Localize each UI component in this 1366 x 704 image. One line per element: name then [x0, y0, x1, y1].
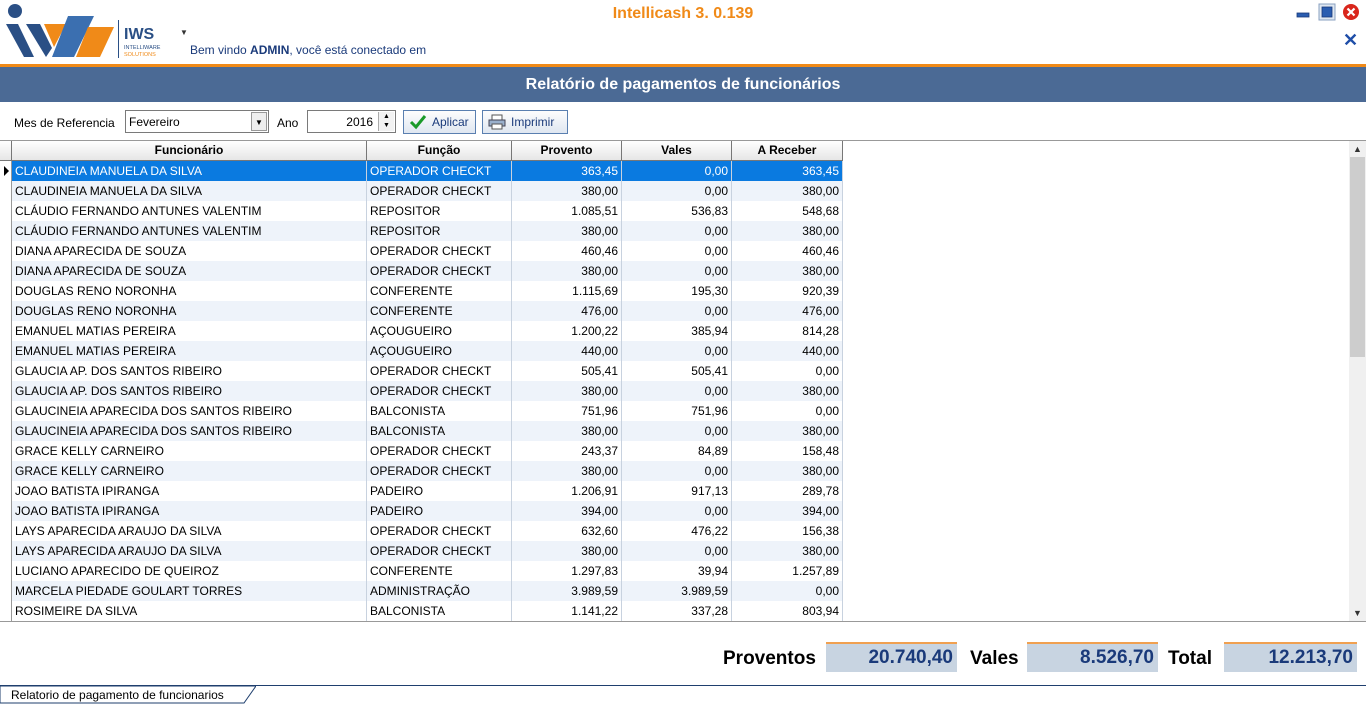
row-indicator[interactable]	[0, 281, 12, 301]
row-indicator[interactable]	[0, 241, 12, 261]
year-value: 2016	[346, 115, 373, 129]
cell-funcionario[interactable]: LAYS APARECIDA ARAUJO DA SILVA	[12, 521, 367, 541]
cell-provento[interactable]: 1.085,51	[512, 201, 622, 221]
year-label: Ano	[277, 116, 299, 130]
cell-a-receber[interactable]: 380,00	[732, 221, 843, 241]
cell-funcionario[interactable]: LAYS APARECIDA ARAUJO DA SILVA	[12, 541, 367, 561]
scroll-thumb[interactable]	[1350, 157, 1365, 357]
cell-provento[interactable]: 1.115,69	[512, 281, 622, 301]
cell-provento[interactable]: 476,00	[512, 301, 622, 321]
cell-provento[interactable]: 380,00	[512, 541, 622, 561]
cell-funcionario[interactable]: DOUGLAS RENO NORONHA	[12, 281, 367, 301]
print-button[interactable]: Imprimir	[482, 110, 568, 134]
cell-funcao[interactable]: OPERADOR CHECKT	[367, 181, 512, 201]
scroll-up-icon[interactable]: ▲	[1353, 144, 1362, 154]
cell-a-receber[interactable]: 394,00	[732, 501, 843, 521]
proventos-total-label: Proventos	[723, 648, 816, 669]
table-row[interactable]	[0, 301, 843, 321]
cell-funcao[interactable]: OPERADOR CHECKT	[367, 541, 512, 561]
cell-vales[interactable]: 751,96	[622, 401, 732, 421]
table-row[interactable]	[0, 581, 843, 601]
table-row[interactable]	[0, 321, 843, 341]
table-row[interactable]	[0, 281, 843, 301]
cell-funcionario[interactable]: LUCIANO APARECIDO DE QUEIROZ	[12, 561, 367, 581]
cell-funcao[interactable]: OPERADOR CHECKT	[367, 361, 512, 381]
table-row[interactable]	[0, 341, 843, 361]
cell-a-receber[interactable]: 814,28	[732, 321, 843, 341]
table-row[interactable]	[0, 441, 843, 461]
table-bottom-border	[0, 621, 1366, 622]
cell-funcao[interactable]: OPERADOR CHECKT	[367, 261, 512, 281]
close-form-icon[interactable]: ✕	[1343, 30, 1359, 50]
table-row[interactable]	[0, 181, 843, 201]
col-header-provento[interactable]: Provento	[512, 141, 622, 161]
current-row-arrow-icon	[4, 166, 9, 176]
cell-vales[interactable]: 505,41	[622, 361, 732, 381]
cell-vales[interactable]: 0,00	[622, 301, 732, 321]
col-header-funcionario[interactable]: Funcionário	[12, 141, 367, 161]
cell-vales[interactable]: 3.989,59	[622, 581, 732, 601]
logo-menu-arrow-icon[interactable]: ▼	[180, 28, 188, 37]
row-indicator[interactable]	[0, 221, 12, 241]
row-indicator[interactable]	[0, 541, 12, 561]
cell-vales[interactable]: 0,00	[622, 261, 732, 281]
cell-funcionario[interactable]: CLÁUDIO FERNANDO ANTUNES VALENTIM	[12, 201, 367, 221]
svg-text:INTELLIWARE: INTELLIWARE	[124, 45, 161, 51]
cell-funcionario[interactable]: GRACE KELLY CARNEIRO	[12, 461, 367, 481]
close-window-button[interactable]	[1342, 3, 1360, 21]
cell-funcionario[interactable]: CLÁUDIO FERNANDO ANTUNES VALENTIM	[12, 221, 367, 241]
cell-a-receber[interactable]: 476,00	[732, 301, 843, 321]
table-row[interactable]	[0, 521, 843, 541]
cell-provento[interactable]: 1.200,22	[512, 321, 622, 341]
row-indicator[interactable]	[0, 341, 12, 361]
payments-table	[0, 140, 1366, 621]
table-row[interactable]	[0, 261, 843, 281]
cell-provento[interactable]: 1.206,91	[512, 481, 622, 501]
app-title: Intellicash 3. 0.139	[612, 5, 754, 22]
cell-a-receber[interactable]: 380,00	[732, 381, 843, 401]
maximize-button[interactable]	[1318, 3, 1336, 21]
indicator-header	[0, 141, 12, 161]
cell-funcao[interactable]: BALCONISTA	[367, 401, 512, 421]
cell-funcionario[interactable]: EMANUEL MATIAS PEREIRA	[12, 341, 367, 361]
cell-a-receber[interactable]: 460,46	[732, 241, 843, 261]
welcome-message: Bem vindo ADMIN, você está conectado em	[190, 43, 427, 57]
page-title: Relatório de pagamentos de funcionários	[0, 64, 1366, 102]
cell-vales[interactable]: 0,00	[622, 241, 732, 261]
table-row[interactable]	[0, 421, 843, 441]
printer-icon	[488, 114, 506, 130]
table-row[interactable]	[0, 361, 843, 381]
row-indicator[interactable]	[0, 401, 12, 421]
cell-funcao[interactable]: OPERADOR CHECKT	[367, 461, 512, 481]
checkmark-icon	[409, 114, 427, 130]
cell-funcionario[interactable]: GLAUCINEIA APARECIDA DOS SANTOS RIBEIRO	[12, 421, 367, 441]
row-indicator[interactable]	[0, 381, 12, 401]
proventos-total-value: 20.740,40	[826, 642, 957, 672]
cell-vales[interactable]: 385,94	[622, 321, 732, 341]
cell-provento[interactable]: 505,41	[512, 361, 622, 381]
table-row[interactable]	[0, 481, 843, 501]
year-stepper[interactable]	[307, 110, 396, 133]
cell-funcionario[interactable]: ROSIMEIRE DA SILVA	[12, 601, 367, 621]
table-row[interactable]	[0, 381, 843, 401]
cell-a-receber[interactable]: 380,00	[732, 261, 843, 281]
row-indicator[interactable]	[0, 481, 12, 501]
cell-funcao[interactable]: OPERADOR CHECKT	[367, 441, 512, 461]
cell-a-receber[interactable]: 440,00	[732, 341, 843, 361]
cell-provento[interactable]: 380,00	[512, 461, 622, 481]
tab-label: Relatorio de pagamento de funcionarios	[11, 688, 224, 702]
cell-a-receber[interactable]: 803,94	[732, 601, 843, 621]
cell-vales[interactable]: 337,28	[622, 601, 732, 621]
cell-vales[interactable]: 917,13	[622, 481, 732, 501]
cell-provento[interactable]: 380,00	[512, 181, 622, 201]
cell-a-receber[interactable]: 0,00	[732, 401, 843, 421]
vales-total-label: Vales	[970, 648, 1019, 669]
table-row[interactable]	[0, 221, 843, 241]
cell-funcao[interactable]: OPERADOR CHECKT	[367, 381, 512, 401]
row-indicator[interactable]	[0, 361, 12, 381]
cell-a-receber[interactable]: 548,68	[732, 201, 843, 221]
cell-funcionario[interactable]: DIANA APARECIDA DE SOUZA	[12, 241, 367, 261]
cell-a-receber[interactable]: 380,00	[732, 541, 843, 561]
cell-funcao[interactable]: REPOSITOR	[367, 221, 512, 241]
row-indicator[interactable]	[0, 421, 12, 441]
cell-funcionario[interactable]: GLAUCINEIA APARECIDA DOS SANTOS RIBEIRO	[12, 401, 367, 421]
col-header-a-receber[interactable]: A Receber	[732, 141, 843, 161]
month-label: Mes de Referencia	[14, 116, 115, 130]
cell-provento[interactable]: 1.297,83	[512, 561, 622, 581]
cell-provento[interactable]: 380,00	[512, 261, 622, 281]
cell-funcao[interactable]: BALCONISTA	[367, 601, 512, 621]
welcome-user: ADMIN	[250, 43, 290, 57]
col-header-vales[interactable]: Vales	[622, 141, 732, 161]
cell-funcionario[interactable]: EMANUEL MATIAS PEREIRA	[12, 321, 367, 341]
cell-funcao[interactable]: AÇOUGUEIRO	[367, 341, 512, 361]
table-row[interactable]	[0, 401, 843, 421]
cell-funcao[interactable]: OPERADOR CHECKT	[367, 521, 512, 541]
cell-a-receber[interactable]: 289,78	[732, 481, 843, 501]
table-row[interactable]	[0, 601, 843, 621]
cell-vales[interactable]: 0,00	[622, 421, 732, 441]
cell-funcao[interactable]: OPERADOR CHECKT	[367, 161, 512, 181]
cell-vales[interactable]: 0,00	[622, 461, 732, 481]
apply-button[interactable]: Aplicar	[403, 110, 476, 134]
cell-funcionario[interactable]: GRACE KELLY CARNEIRO	[12, 441, 367, 461]
cell-funcao[interactable]: REPOSITOR	[367, 201, 512, 221]
cell-provento[interactable]: 632,60	[512, 521, 622, 541]
col-header-funcao[interactable]: Função	[367, 141, 512, 161]
row-indicator[interactable]	[0, 461, 12, 481]
cell-vales[interactable]: 0,00	[622, 181, 732, 201]
cell-funcionario[interactable]: DIANA APARECIDA DE SOUZA	[12, 261, 367, 281]
chevron-down-icon[interactable]: ▼	[251, 112, 267, 131]
cell-vales[interactable]: 0,00	[622, 541, 732, 561]
table-row[interactable]	[0, 161, 843, 181]
cell-vales[interactable]: 39,94	[622, 561, 732, 581]
row-indicator[interactable]	[0, 201, 12, 221]
cell-a-receber[interactable]: 1.257,89	[732, 561, 843, 581]
cell-vales[interactable]: 195,30	[622, 281, 732, 301]
cell-funcao[interactable]: PADEIRO	[367, 481, 512, 501]
cell-funcao[interactable]: PADEIRO	[367, 501, 512, 521]
scroll-down-icon[interactable]: ▼	[1353, 608, 1362, 618]
cell-provento[interactable]: 243,37	[512, 441, 622, 461]
cell-funcao[interactable]: ADMINISTRAÇÃO	[367, 581, 512, 601]
table-row[interactable]	[0, 461, 843, 481]
minimize-button[interactable]	[1294, 3, 1312, 21]
cell-funcionario[interactable]: GLAUCIA AP. DOS SANTOS RIBEIRO	[12, 361, 367, 381]
cell-funcionario[interactable]: CLAUDINEIA MANUELA DA SILVA	[12, 161, 367, 181]
vertical-scrollbar[interactable]	[1349, 141, 1366, 621]
vales-total-value: 8.526,70	[1027, 642, 1158, 672]
row-indicator[interactable]	[0, 501, 12, 521]
cell-a-receber[interactable]: 0,00	[732, 581, 843, 601]
cell-provento[interactable]: 380,00	[512, 421, 622, 441]
row-indicator[interactable]	[0, 261, 12, 281]
cell-vales[interactable]: 476,22	[622, 521, 732, 541]
cell-vales[interactable]: 84,89	[622, 441, 732, 461]
cell-provento[interactable]: 380,00	[512, 221, 622, 241]
spin-arrows-icon[interactable]: ▲ ▼	[378, 112, 394, 131]
cell-provento[interactable]: 460,46	[512, 241, 622, 261]
logo-text: IWS	[124, 26, 155, 43]
cell-a-receber[interactable]: 0,00	[732, 361, 843, 381]
row-indicator[interactable]	[0, 181, 12, 201]
row-indicator[interactable]	[0, 601, 12, 621]
grand-total-value: 12.213,70	[1224, 642, 1357, 672]
cell-funcionario[interactable]: JOAO BATISTA IPIRANGA	[12, 481, 367, 501]
row-indicator[interactable]	[0, 161, 12, 181]
cell-funcao[interactable]: CONFERENTE	[367, 561, 512, 581]
cell-provento[interactable]: 3.989,59	[512, 581, 622, 601]
table-row[interactable]	[0, 561, 843, 581]
month-value: Fevereiro	[129, 115, 180, 129]
row-indicator[interactable]	[0, 321, 12, 341]
cell-provento[interactable]: 440,00	[512, 341, 622, 361]
cell-funcao[interactable]: BALCONISTA	[367, 421, 512, 441]
cell-a-receber[interactable]: 920,39	[732, 281, 843, 301]
cell-a-receber[interactable]: 156,38	[732, 521, 843, 541]
row-indicator[interactable]	[0, 521, 12, 541]
bottom-tab-bar	[0, 685, 1366, 703]
cell-vales[interactable]: 0,00	[622, 221, 732, 241]
cell-provento[interactable]: 363,45	[512, 161, 622, 181]
table-row[interactable]	[0, 241, 843, 261]
row-indicator[interactable]	[0, 581, 12, 601]
table-header	[0, 141, 843, 161]
tab-relatorio-pagamento[interactable]	[0, 686, 256, 704]
cell-provento[interactable]: 1.141,22	[512, 601, 622, 621]
cell-vales[interactable]: 0,00	[622, 341, 732, 361]
table-row[interactable]	[0, 201, 843, 221]
cell-provento[interactable]: 380,00	[512, 381, 622, 401]
cell-vales[interactable]: 0,00	[622, 161, 732, 181]
table-row[interactable]	[0, 541, 843, 561]
row-indicator[interactable]	[0, 441, 12, 461]
cell-provento[interactable]: 751,96	[512, 401, 622, 421]
table-row[interactable]	[0, 501, 843, 521]
cell-provento[interactable]: 394,00	[512, 501, 622, 521]
cell-a-receber[interactable]: 380,00	[732, 181, 843, 201]
cell-funcao[interactable]: CONFERENTE	[367, 281, 512, 301]
row-indicator[interactable]	[0, 301, 12, 321]
cell-a-receber[interactable]: 380,00	[732, 461, 843, 481]
cell-a-receber[interactable]: 158,48	[732, 441, 843, 461]
top-header	[0, 0, 1366, 64]
cell-vales[interactable]: 536,83	[622, 201, 732, 221]
cell-funcionario[interactable]: JOAO BATISTA IPIRANGA	[12, 501, 367, 521]
cell-vales[interactable]: 0,00	[622, 381, 732, 401]
cell-funcao[interactable]: AÇOUGUEIRO	[367, 321, 512, 341]
cell-funcao[interactable]: CONFERENTE	[367, 301, 512, 321]
cell-funcao[interactable]: OPERADOR CHECKT	[367, 241, 512, 261]
cell-vales[interactable]: 0,00	[622, 501, 732, 521]
cell-funcionario[interactable]: GLAUCIA AP. DOS SANTOS RIBEIRO	[12, 381, 367, 401]
svg-text:SOLUTIONS: SOLUTIONS	[124, 52, 156, 58]
cell-funcionario[interactable]: CLAUDINEIA MANUELA DA SILVA	[12, 181, 367, 201]
row-indicator[interactable]	[0, 561, 12, 581]
cell-a-receber[interactable]: 380,00	[732, 421, 843, 441]
cell-funcionario[interactable]: MARCELA PIEDADE GOULART TORRES	[12, 581, 367, 601]
cell-a-receber[interactable]: 363,45	[732, 161, 843, 181]
grand-total-label: Total	[1168, 648, 1212, 669]
cell-funcionario[interactable]: DOUGLAS RENO NORONHA	[12, 301, 367, 321]
month-select[interactable]	[125, 110, 269, 133]
